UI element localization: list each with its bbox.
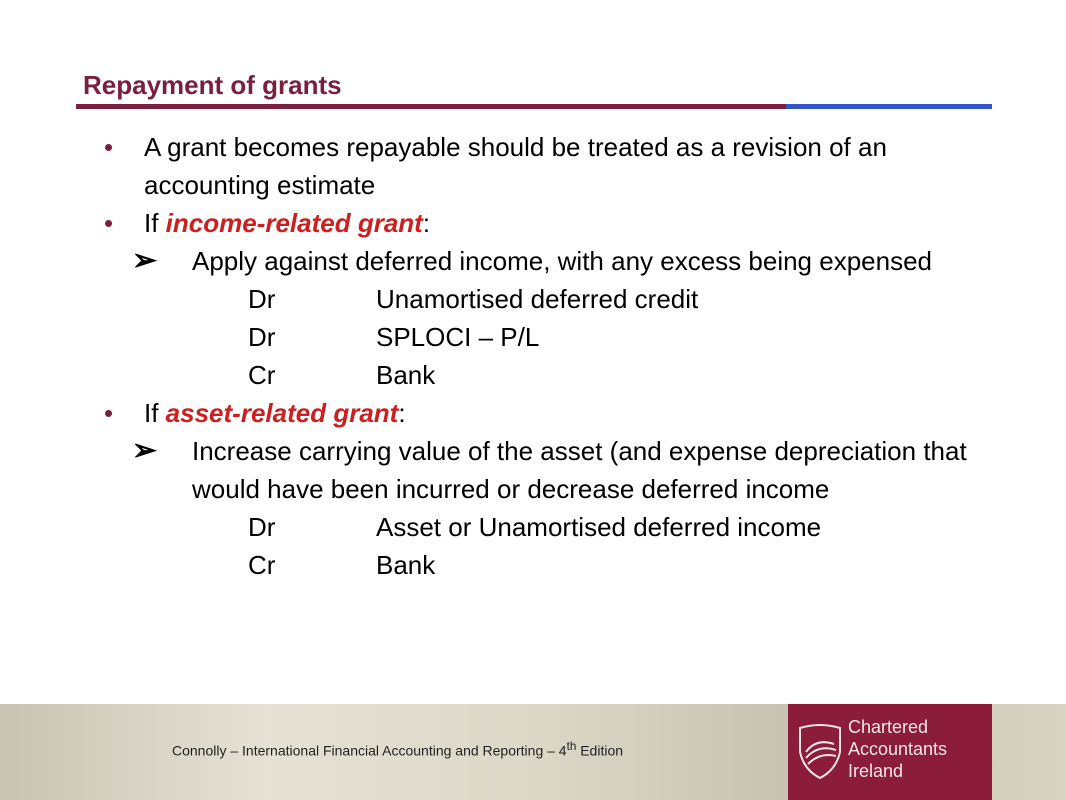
title-underline-maroon [76,104,786,109]
logo-line: Accountants [848,739,948,759]
citation-end: Edition [576,742,624,759]
entry-account: Bank [376,360,436,390]
bullet-dot-icon: • [104,398,114,428]
bullet-suffix: : [398,398,406,428]
chartered-accountants-logo [788,704,992,800]
arrow-bullet-icon: ➢ [132,244,158,277]
entry-code: Dr [248,284,276,314]
bullet-text: A grant becomes repayable should be treated as a revision of an accounting estimate [144,132,887,200]
arrow-bullet-icon: ➢ [132,434,158,467]
sub-bullet-text: Increase carrying value of the asset (and expense depreciation that would have been incurred or decrease deferred income [192,436,967,504]
slide-title: Repayment of grants [83,70,342,100]
bullet-suffix: : [422,208,431,238]
sub-bullet-text: Apply against deferred income, with any excess being expensed [192,246,932,276]
logo-line: Ireland [848,761,904,781]
entry-account: Bank [376,550,436,580]
title-underline-blue [786,104,992,109]
highlight-asset-related: asset-related grant [165,398,399,428]
citation-superscript: th [566,740,577,753]
entry-code: Cr [248,550,276,580]
entry-account: Unamortised deferred credit [376,284,699,314]
bullet-dot-icon: • [104,132,114,162]
entry-code: Dr [248,322,276,352]
entry-code: Cr [248,360,276,390]
bullet-income-related [100,204,1000,242]
journal-entry [100,546,1000,584]
journal-entry [100,318,1000,356]
footer-citation [172,740,623,759]
bullet-prefix: If [144,208,166,238]
sub-bullet-asset [100,432,1000,508]
journal-entry [100,280,1000,318]
bullet-prefix: If [144,398,166,428]
logo-wordmark [848,716,947,782]
highlight-income-related: income-related grant [165,208,423,238]
entry-code: Dr [248,512,276,542]
logo-line: Chartered [848,717,929,737]
shield-swirl-icon [796,722,844,782]
bullet-dot-icon: • [104,208,114,238]
slide-content [100,128,1000,584]
sub-bullet-income [100,242,1000,280]
entry-account: Asset or Unamortised deferred income [376,512,822,542]
citation-main: Connolly – International Financial Accounting and Reporting – 4 [172,742,567,759]
entry-account: SPLOCI – P/L [376,322,540,352]
bullet-asset-related [100,394,1000,432]
journal-entry [100,356,1000,394]
journal-entry [100,508,1000,546]
bullet-grant-repayable [100,128,1000,204]
